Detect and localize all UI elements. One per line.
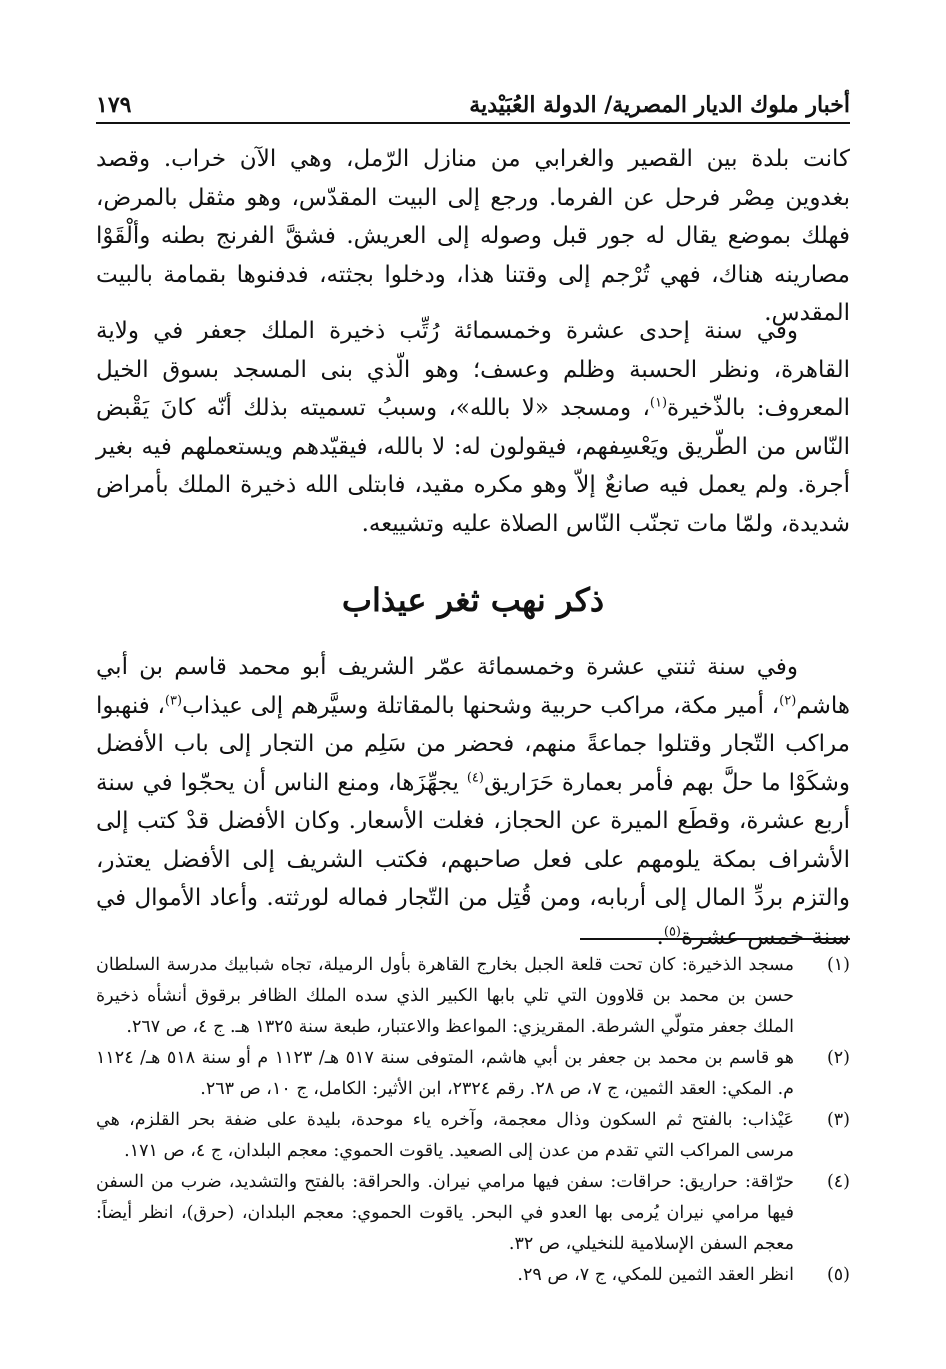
page-number: ١٧٩: [96, 92, 132, 118]
paragraph-2-text-b: ، ومسجد «لا بالله»، وسببُ تسميته بذلك أنّه كانَ يَقْبض النّاس من الطّريق ويَعْسِفهم، فيقولون له: لا بالله، فيقيّدهم ويستعملهم فيه بغير أجرة. ولم يعمل فيه صانعٌ إلاّ وهو مكره مقيد، فابتلى الله ذخيرة الملك بأمراض شديدة، ولمّا مات تجنّب النّاس الصلاة عليه وتشييعه.: [96, 395, 850, 537]
running-head: [96, 82, 850, 120]
footnote-ref-3: (٣): [164, 692, 183, 708]
footnote-number: (١): [826, 955, 850, 975]
footnote-number: (٣): [826, 1110, 850, 1130]
footnote-item: [96, 1167, 850, 1260]
footnote-text: عَيْذاب: بالفتح ثم السكون وذال معجمة، وآخره ياء موحدة، بليدة على ضفة بحر القلزم، هي مرسى المراكب التي تقدم من عدن إلى الصعيد. ياقوت الحموي: معجم البلدان، ج ٤، ص ١٧١.: [96, 1110, 794, 1161]
footnote-rule: [580, 938, 850, 940]
running-title: أخبار ملوك الديار المصرية/ الدولة العُبَيْدية: [469, 92, 850, 118]
paragraph-3-text-a: وفي سنة ثنتي عشرة وخمسمائة عمّر الشريف أبو محمد قاسم بن أبي هاشم: [96, 654, 850, 719]
footnotes: [96, 950, 850, 1291]
footnote-ref-2: (٢): [779, 692, 797, 708]
footnote-number: (٤): [826, 1172, 850, 1192]
paragraph-1: [96, 140, 850, 333]
footnote-number: (٢): [826, 1048, 850, 1068]
footnote-ref-5: (٥): [663, 923, 681, 939]
footnote-text: مسجد الذخيرة: كان تحت قلعة الجبل بخارج القاهرة بأول الرميلة، تجاه شبابيك مدرسة السلطان حسن بن محمد بن قلاوون التي تلي بابها الكبير الذي سده الملك الظافر برقوق أنشأه ذخيرة الملك جعفر متولّي الشرطة. المقريزي: المواعظ والاعتبار، طبعة سنة ١٣٢٥ هـ. ج ٤، ص ٢٦٧.: [96, 955, 794, 1037]
footnote-item: [96, 1260, 850, 1291]
footnote-ref-4: (٤): [466, 769, 484, 785]
paragraph-2: [96, 312, 850, 543]
section-title: ذكر نهب ثغر عيذاب: [341, 581, 605, 619]
footnote-item: [96, 950, 850, 1043]
paragraph-3-text-e: .: [656, 923, 664, 950]
paragraph-3: [96, 648, 850, 956]
paragraph-2-text-a: وفي سنة إحدى عشرة وخمسمائة رُتِّب ذخيرة الملك جعفر في ولاية القاهرة، ونظر الحسبة وظلم وعسف؛ وهو الّذي بنى المسجد بسوق الخيل المعروف: بالذّخيرة: [96, 318, 850, 421]
header-rule: [96, 122, 850, 124]
footnote-item: [96, 1043, 850, 1105]
paragraph-1-text: كانت بلدة بين القصير والغرابي من منازل الرّمل، وهي الآن خراب. وقصد بغدوين مِصْر فرحل عن الفرما. ورجع إلى البيت المقدّس، وهو مثقل بالمرض، فهلك بموضع يقال له جور قبل وصوله إلى العريش. فشقَّ الفرنج بطنه وألْقَوْا مصارينه هناك، فهي تُرْجم إلى وقتنا هذا، ودخلوا بجثته، فدفنوها بقمامة بالبيت المقدس.: [96, 146, 850, 326]
footnote-ref-1: (١): [649, 395, 668, 411]
footnote-text: انظر العقد الثمين للمكي، ج ٧، ص ٢٩.: [517, 1265, 794, 1285]
footnote-text: حرّاقة: حراريق: حراقات: سفن فيها مرامي نيران. والحراقة: بالفتح والتشديد، ضرب من السفن فيها مرامي نيران يُرمى بها العدو في البحر. ياقوت الحموي: معجم البلدان، (حرق)، انظر أيضاً: معجم السفن الإسلامية للنخيلي، ص ٣٢.: [96, 1172, 794, 1254]
paragraph-3-text-d: يجهِّزَها، ومنع الناس أن يحجّوا في سنة أربع عشرة، وقطَع الميرة عن الحجاز، فغلت الأسعار. وكان الأفضل قدْ كتب إلى الأشراف بمكة يلومهم على فعل صاحبهم، فكتب الشريف إلى الأفضل يعتذر، والتزم بردِّ المال إلى أربابه، ومن قُتِل من التّجار فماله لورثته. وأعاد الأموال في سنة خمس عشرة: [96, 769, 850, 950]
footnote-item: [96, 1105, 850, 1167]
paragraph-3-text-b: ، أمير مكة، مراكب حربية وشحنها بالمقاتلة وسيَّرهم إلى عيذاب: [182, 692, 780, 719]
footnote-number: (٥): [826, 1265, 850, 1285]
footnote-text: هو قاسم بن محمد بن جعفر بن أبي هاشم، المتوفى سنة ٥١٧ هـ/ ١١٢٣ م أو سنة ٥١٨ هـ/ ١١٢٤ م. المكي: العقد الثمين، ج ٧، ص ٢٨. رقم ٢٣٢٤، ابن الأثير: الكامل، ج ١٠، ص ٢٦٣.: [96, 1048, 794, 1099]
paragraph-3-text-c: ، فنهبوا مراكب التّجار وقتلوا جماعةً منهم، فحضر من سَلِم من التجار إلى باب الأفضل وشكَوْا ما حلَّ بهم فأمر بعمارة حَرَاريق: [96, 692, 851, 796]
